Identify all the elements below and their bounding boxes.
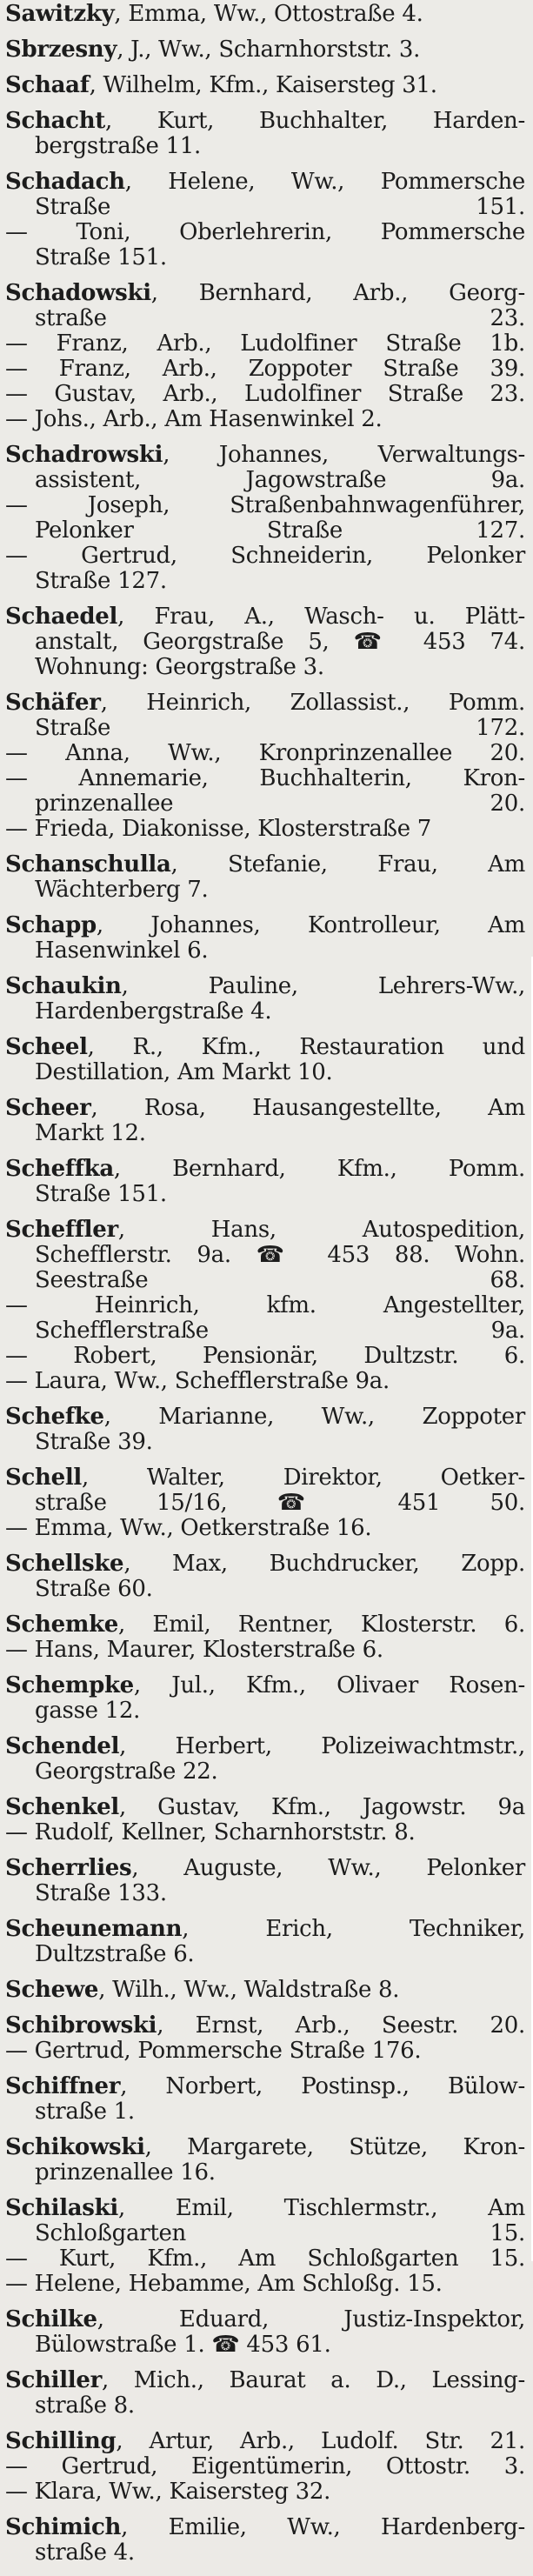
entry-line: [5, 1820, 525, 1845]
entry-surname: Schilling: [5, 2428, 117, 2454]
entry-line: [5, 518, 525, 544]
entry-line-first: [5, 170, 525, 195]
entry-surname: Schikowski: [5, 2134, 145, 2160]
entry-line: [5, 2221, 525, 2246]
directory-entry: [5, 281, 525, 432]
directory-entry: [5, 852, 525, 903]
directory-entry: [5, 1405, 525, 1455]
entry-surname: Schadowski: [5, 280, 151, 306]
entry-text: Markt 12.: [35, 1120, 146, 1146]
entry-line: [5, 2039, 525, 2064]
entry-text: — Heinrich, kfm. Angestellter,: [5, 1292, 525, 1318]
entry-text: — Joseph, Straßenbahnwagenführer,: [5, 492, 525, 518]
entry-text: — Franz, Arb., Zoppoter Straße 39.: [5, 356, 525, 382]
entry-line-first: [5, 281, 525, 306]
entry-text: Bülowstraße 1. ☎ 453 61.: [35, 2332, 331, 2358]
entry-text: — Rudolf, Kellner, Scharnhorststr. 8.: [5, 1819, 416, 1845]
entry-surname: Schibrowski: [5, 2012, 157, 2039]
entry-line: [5, 2393, 525, 2419]
directory-entry: [5, 2368, 525, 2419]
entry-line: [5, 493, 525, 518]
entry-text: , Gustav, Kfm., Jagowstr. 9a: [119, 1794, 525, 1820]
entry-text: , Helene, Ww., Pommersche: [124, 169, 525, 195]
entry-text: , Jul., Kfm., Olivaer Rosen-: [133, 1672, 525, 1698]
entry-line-first: [5, 443, 525, 468]
directory-entry: [5, 1734, 525, 1785]
entry-text: , Emilie, Ww., Hardenberg-: [121, 2514, 525, 2540]
directory-entry: [5, 2013, 525, 2064]
directory-entry: [5, 170, 525, 270]
directory-entries: [5, 2, 525, 2576]
entry-text: Straße 151.: [35, 244, 167, 270]
entry-line-first: [5, 1035, 525, 1060]
entry-line: [5, 357, 525, 382]
entry-line: [5, 2272, 525, 2297]
entry-text: Destillation, Am Markt 10.: [35, 1059, 333, 1085]
entry-line-first: [5, 1673, 525, 1698]
entry-line: [5, 1369, 525, 1394]
entry-line: [5, 655, 525, 680]
directory-entry: [5, 691, 525, 842]
entry-text: , R., Kfm., Restauration und: [87, 1034, 525, 1060]
entry-line: [5, 1293, 525, 1318]
entry-line-first: [5, 2196, 525, 2221]
entry-surname: Schewe: [5, 1977, 99, 2003]
entry-surname: Schimich: [5, 2514, 122, 2540]
entry-line-first: [5, 2013, 525, 2039]
entry-surname: Schenkel: [5, 1794, 119, 1820]
entry-surname: Schadach: [5, 169, 125, 195]
entry-line: [5, 195, 525, 220]
entry-line: [5, 1759, 525, 1785]
entry-line: [5, 741, 525, 766]
entry-surname: Scherrlies: [5, 1855, 132, 1881]
entry-line-first: [5, 852, 525, 878]
directory-entry: [5, 2, 525, 27]
entry-text: , Stefanie, Frau, Am: [170, 851, 525, 878]
entry-line: [5, 544, 525, 569]
entry-text: Straße 39.: [35, 1429, 153, 1455]
entry-text: — Klara, Ww., Kaisersteg 32.: [5, 2479, 331, 2505]
entry-surname: Schaaf: [5, 72, 90, 98]
entry-line: [5, 220, 525, 245]
entry-line-first: [5, 109, 525, 134]
entry-text: Schefflerstr. 9a. ☎ 453 88. Wohn.: [35, 1242, 525, 1268]
entry-text: — Anna, Ww., Kronprinzenallee 20.: [5, 740, 525, 766]
entry-text: — Laura, Ww., Schefflerstraße 9a.: [5, 1368, 390, 1394]
entry-line-first: [5, 2368, 525, 2393]
directory-entry: [5, 2515, 525, 2566]
entry-line-first: [5, 974, 525, 999]
directory-entry: [5, 1612, 525, 1663]
entry-text: — Annemarie, Buchhalterin, Kron-: [5, 765, 525, 791]
entry-surname: Schempke: [5, 1672, 134, 1698]
entry-line: [5, 1638, 525, 1663]
entry-line-first: [5, 1096, 525, 1121]
entry-surname: Schaedel: [5, 604, 118, 630]
entry-text: — Gertrud, Eigentümerin, Ottostr. 3.: [5, 2453, 525, 2479]
entry-line: [5, 1268, 525, 1293]
entry-line: [5, 2099, 525, 2125]
directory-entry: [5, 1218, 525, 1394]
directory-entry: [5, 2429, 525, 2505]
entry-line: [5, 1060, 525, 1085]
entry-text: Straße 151.: [35, 194, 525, 220]
entry-line: [5, 1182, 525, 1207]
entry-text: Straße 127.: [35, 568, 167, 594]
entry-text: , Marianne, Ww., Zoppoter: [103, 1404, 525, 1430]
entry-surname: Schell: [5, 1465, 83, 1491]
entry-text: Dultzstraße 6.: [35, 1941, 195, 1967]
entry-surname: Sawitzky: [5, 1, 115, 27]
directory-entry: [5, 37, 525, 63]
entry-line: [5, 306, 525, 331]
entry-text: , Max, Buchdrucker, Zopp.: [123, 1551, 525, 1577]
entry-text: bergstraße 11.: [35, 133, 201, 159]
entry-line: [5, 791, 525, 817]
entry-text: Seestraße 68.: [35, 1267, 525, 1293]
entry-surname: Schendel: [5, 1733, 120, 1759]
directory-entry: [5, 1465, 525, 1541]
directory-entry: [5, 1795, 525, 1845]
entry-line: [5, 1491, 525, 1516]
entry-line: [5, 331, 525, 357]
entry-text: , Johannes, Verwaltungs-: [163, 442, 525, 468]
entry-text: straße 4.: [35, 2539, 135, 2566]
entry-line-first: [5, 73, 525, 98]
entry-line: [5, 999, 525, 1024]
entry-surname: Schemke: [5, 1612, 119, 1638]
entry-text: , Wilh., Ww., Waldstraße 8.: [98, 1977, 400, 2003]
entry-text: Straße 60.: [35, 1576, 153, 1602]
entry-surname: Scheunemann: [5, 1916, 183, 1942]
entry-surname: Schadrowski: [5, 442, 163, 468]
entry-text: , Bernhard, Arb., Georg-: [150, 280, 525, 306]
directory-entry: [5, 2307, 525, 2358]
entry-surname: Schäfer: [5, 690, 101, 716]
directory-entry: [5, 2196, 525, 2297]
entry-text: , Rosa, Hausangestellte, Am: [90, 1095, 525, 1121]
entry-line-first: [5, 2, 525, 27]
entry-text: — Toni, Oberlehrerin, Pommersche: [5, 219, 525, 245]
entry-surname: Schellske: [5, 1551, 124, 1577]
entry-text: , Emil, Rentner, Klosterstr. 6.: [118, 1612, 525, 1638]
entry-surname: Scheffler: [5, 1217, 118, 1243]
entry-line: [5, 1430, 525, 1455]
directory-entry: [5, 1673, 525, 1724]
entry-text: gasse 12.: [35, 1698, 141, 1724]
entry-line: [5, 134, 525, 159]
directory-entry: [5, 1096, 525, 1146]
entry-text: — Hans, Maurer, Klosterstraße 6.: [5, 1637, 383, 1663]
entry-surname: Schapp: [5, 912, 97, 938]
directory-entry: [5, 443, 525, 594]
entry-surname: Schaukin: [5, 973, 122, 999]
entry-line: [5, 2160, 525, 2186]
entry-line: [5, 766, 525, 791]
entry-text: , Erich, Techniker,: [182, 1916, 525, 1942]
directory-entry: [5, 2074, 525, 2125]
entry-surname: Schilke: [5, 2306, 97, 2332]
directory-entry: [5, 1917, 525, 1967]
entry-line-first: [5, 1612, 525, 1638]
entry-line-first: [5, 2515, 525, 2540]
entry-text: , J., Ww., Scharnhorststr. 3.: [117, 37, 421, 63]
entry-text: , Hans, Autospedition,: [117, 1217, 525, 1243]
entry-text: — Gustav, Arb., Ludolfiner Straße 23.: [5, 381, 525, 407]
entry-line: [5, 1243, 525, 1268]
entry-line: [5, 630, 525, 655]
entry-line: [5, 1577, 525, 1602]
entry-text: Straße 133.: [35, 1880, 167, 1906]
entry-surname: Schefke: [5, 1404, 104, 1430]
entry-text: straße 15/16, ☎ 451 50.: [35, 1490, 525, 1516]
entry-line-first: [5, 1552, 525, 1577]
entry-text: prinzenallee 20.: [35, 791, 525, 817]
entry-text: , Artur, Arb., Ludolf. Str. 21.: [116, 2428, 525, 2454]
entry-line: [5, 817, 525, 842]
directory-entry: [5, 73, 525, 98]
entry-surname: Schiffner: [5, 2073, 121, 2099]
entry-line-first: [5, 1465, 525, 1491]
entry-line-first: [5, 1856, 525, 1881]
entry-text: Straße 151.: [35, 1181, 167, 1207]
entry-text: , Johannes, Kontrolleur, Am: [96, 912, 525, 938]
entry-text: , Heinrich, Zollassist., Pomm.: [100, 690, 525, 716]
entry-text: — Gertrud, Pommersche Straße 176.: [5, 2038, 422, 2064]
directory-entry: [5, 1856, 525, 1906]
entry-surname: Schiller: [5, 2367, 102, 2393]
entry-line: [5, 1698, 525, 1724]
entry-text: Hasenwinkel 6.: [35, 938, 209, 964]
entry-text: — Frieda, Diakonisse, Klosterstraße 7: [5, 816, 432, 842]
entry-text: — Helene, Hebamme, Am Schloßg. 15.: [5, 2271, 443, 2297]
entry-line: [5, 1881, 525, 1906]
entry-text: — Johs., Arb., Am Hasenwinkel 2.: [5, 406, 383, 432]
entry-text: — Emma, Ww., Oetkerstraße 16.: [5, 1515, 372, 1541]
entry-line-first: [5, 1218, 525, 1243]
entry-text: Schefflerstraße 9a.: [35, 1318, 525, 1344]
entry-text: , Emil, Tischlermstr., Am: [117, 2195, 525, 2221]
entry-line-first: [5, 2135, 525, 2160]
directory-entry: [5, 1157, 525, 1207]
entry-text: Pelonker Straße 127.: [35, 517, 525, 544]
entry-text: , Eduard, Justiz-Inspektor,: [97, 2306, 525, 2332]
entry-text: , Kurt, Buchhalter, Harden-: [105, 108, 525, 134]
entry-line-first: [5, 1405, 525, 1430]
entry-text: Straße 172.: [35, 715, 525, 741]
directory-entry: [5, 2135, 525, 2186]
entry-text: straße 23.: [35, 305, 525, 331]
entry-surname: Scheer: [5, 1095, 91, 1121]
entry-line-first: [5, 1978, 525, 2003]
entry-text: , Bernhard, Kfm., Pomm.: [113, 1156, 525, 1182]
entry-surname: Schacht: [5, 108, 106, 134]
directory-entry: [5, 604, 525, 680]
entry-text: Georgstraße 22.: [35, 1758, 218, 1785]
entry-text: straße 1.: [35, 2099, 135, 2125]
entry-surname: Schilaski: [5, 2195, 118, 2221]
directory-entry: [5, 1035, 525, 1085]
entry-text: — Franz, Arb., Ludolfiner Straße 1b.: [5, 330, 525, 357]
entry-text: , Wilhelm, Kfm., Kaisersteg 31.: [89, 72, 437, 98]
entry-surname: Sbrzesny: [5, 37, 117, 63]
entry-line: [5, 382, 525, 407]
entry-line: [5, 2332, 525, 2358]
entry-line-first: [5, 604, 525, 630]
entry-line: [5, 569, 525, 594]
entry-text: prinzenallee 16.: [35, 2159, 216, 2186]
entry-text: , Emma, Ww., Ottostraße 4.: [114, 1, 423, 27]
entry-line-first: [5, 1734, 525, 1759]
directory-entry: [5, 109, 525, 159]
entry-line: [5, 2246, 525, 2272]
entry-line-first: [5, 2429, 525, 2454]
entry-line: [5, 2479, 525, 2505]
entry-text: Wächterberg 7.: [35, 877, 209, 903]
entry-text: , Auguste, Ww., Pelonker: [131, 1855, 525, 1881]
entry-line: [5, 245, 525, 270]
entry-line: [5, 1121, 525, 1146]
entry-text: Hardenbergstraße 4.: [35, 998, 272, 1024]
entry-text: anstalt, Georgstraße 5, ☎ 453 74.: [35, 629, 525, 655]
entry-line: [5, 407, 525, 432]
entry-text: — Robert, Pensionär, Dultzstr. 6.: [5, 1343, 525, 1369]
entry-text: — Gertrud, Schneiderin, Pelonker: [5, 543, 525, 569]
entry-surname: Schanschulla: [5, 851, 171, 878]
entry-line-first: [5, 1157, 525, 1182]
directory-entry: [5, 1552, 525, 1602]
entry-text: Schloßgarten 15.: [35, 2220, 525, 2246]
entry-text: straße 8.: [35, 2392, 135, 2419]
entry-text: , Herbert, Polizeiwachtmstr.,: [119, 1733, 525, 1759]
entry-text: , Walter, Direktor, Oetker-: [82, 1465, 525, 1491]
entry-text: , Mich., Baurat a. D., Lessing-: [101, 2367, 525, 2393]
entry-line: [5, 1318, 525, 1344]
entry-line-first: [5, 1917, 525, 1942]
entry-surname: Scheel: [5, 1034, 88, 1060]
entry-text: Wohnung: Georgstraße 3.: [35, 654, 324, 680]
entry-text: , Norbert, Postinsp., Bülow-: [120, 2073, 525, 2099]
entry-line: [5, 1344, 525, 1369]
directory-entry: [5, 913, 525, 964]
entry-surname: Scheffka: [5, 1156, 114, 1182]
entry-line-first: [5, 913, 525, 938]
entry-text: , Ernst, Arb., Seestr. 20.: [157, 2012, 525, 2039]
entry-text: , Frau, A., Wasch- u. Plätt-: [117, 604, 525, 630]
entry-text: , Margarete, Stütze, Kron-: [144, 2134, 525, 2160]
entry-line: [5, 938, 525, 964]
entry-text: , Pauline, Lehrers-Ww.,: [121, 973, 525, 999]
entry-line-first: [5, 2307, 525, 2332]
directory-entry: [5, 1978, 525, 2003]
entry-text: assistent, Jagowstraße 9a.: [35, 467, 525, 493]
entry-line: [5, 2540, 525, 2566]
entry-line-first: [5, 1795, 525, 1820]
entry-line: [5, 1516, 525, 1541]
entry-line: [5, 716, 525, 741]
entry-text: — Kurt, Kfm., Am Schloßgarten 15.: [5, 2246, 525, 2272]
directory-entry: [5, 974, 525, 1024]
entry-line: [5, 878, 525, 903]
entry-line: [5, 1942, 525, 1967]
entry-line-first: [5, 37, 525, 63]
entry-line-first: [5, 2074, 525, 2099]
entry-line-first: [5, 691, 525, 716]
entry-line: [5, 2454, 525, 2479]
entry-line: [5, 468, 525, 493]
